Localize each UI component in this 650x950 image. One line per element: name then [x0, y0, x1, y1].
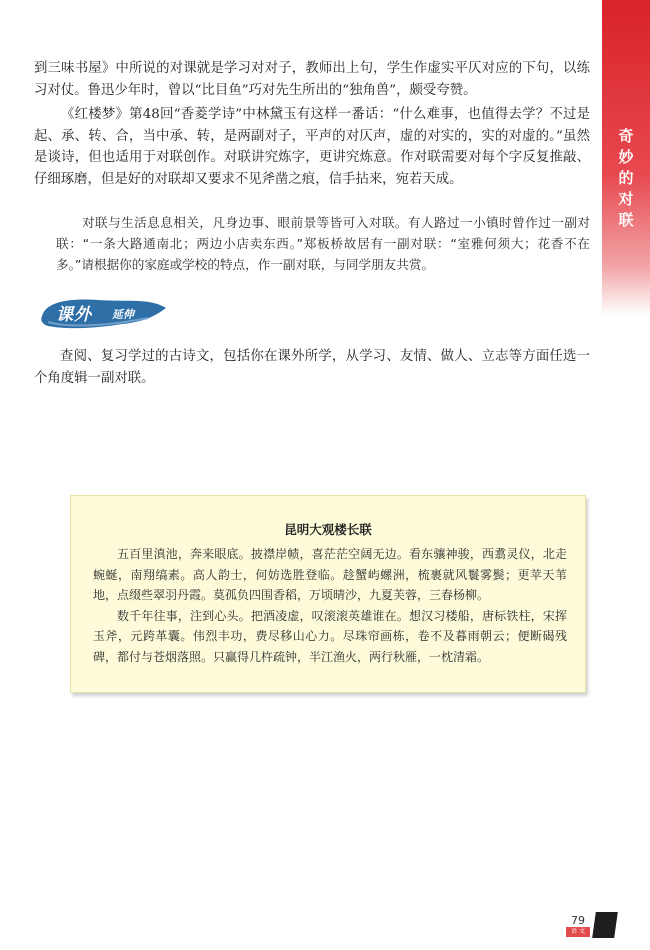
paragraph-hongloumeng: 《红楼梦》第48回“香菱学诗”中林黛玉有这样一番话：“什么难事，也值得去学？不过是起、承、转、合，当中承、转，是两副对子，平声的对仄声，虚的对实的，实的对虚的。”虽然是谈诗，但也适用于对联创作。对联讲究炼字，更讲究炼意。作对联需要对每个字反复推敲、仔细琢磨，但是好的对联却又要求不见斧凿之痕，信手拈来，宛若天成。	[34, 107, 590, 187]
chapter-char: 联	[618, 211, 634, 229]
page-number: 79	[571, 914, 585, 927]
couplet-box-body	[93, 544, 567, 667]
badge-subtitle: 延伸	[112, 308, 134, 321]
chapter-title-vertical	[614, 126, 638, 231]
chapter-side-tab	[602, 0, 650, 315]
couplet-upper-line: 五百里滇池，奔来眼底。披襟岸帻，喜茫茫空阔无边。看东骧神骏，西翥灵仪，北走蜿蜒，南翔缟素。高人韵士，何妨选胜登临。趁蟹屿螺洲，梳裹就风鬟雾鬓；更苹天苇地，点缀些翠羽丹霞。莫孤负四围香稻，万顷晴沙，九夏芙蓉，三春杨柳。	[93, 547, 567, 602]
paragraph-extension: 查阅、复习学过的古诗文，包括你在课外所学，从学习、友情、做人、立志等方面任选一个角度辑一副对联。	[34, 349, 590, 386]
extension-badge	[38, 292, 170, 334]
badge-title: 课外	[56, 305, 92, 325]
paragraph-intro: 到三味书屋》中所说的对课就是学习对对子，教师出上句，学生作虚实平仄对应的下句，以练习对仗。鲁迅少年时，曾以“比目鱼”巧对先生所出的“独角兽”，颇受夸赞。	[34, 61, 590, 98]
subject-tag: 语 文	[566, 927, 590, 937]
paragraph-activity: 对联与生活息息相关，凡身边事、眼前景等皆可入对联。有人路过一小镇时曾作过一副对联：“一条大路通南北；两边小店卖东西。”郑板桥故居有一副对联：“室雅何须大；花香不在多。”请根据你的家庭或学校的特点，作一副对联，与同学朋友共赏。	[56, 215, 590, 272]
couplet-lower-line: 数千年往事，注到心头。把酒凌虚，叹滚滚英雄谁在。想汉习楼船，唐标铁柱，宋挥玉斧，元跨革囊。伟烈丰功，费尽移山心力。尽珠帘画栋，卷不及暮雨朝云；便断碣残碑，都付与苍烟落照。只赢得几杵疏钟，半江渔火，两行秋雁，一枕清霜。	[93, 608, 567, 664]
chapter-char: 妙	[618, 148, 634, 166]
couplet-box-title: 昆明大观楼长联	[284, 522, 372, 537]
chapter-char: 奇	[618, 127, 634, 145]
page-corner-mark	[592, 912, 618, 938]
couplet-box	[70, 495, 586, 693]
chapter-char: 的	[618, 169, 634, 187]
chapter-char: 对	[618, 190, 634, 208]
